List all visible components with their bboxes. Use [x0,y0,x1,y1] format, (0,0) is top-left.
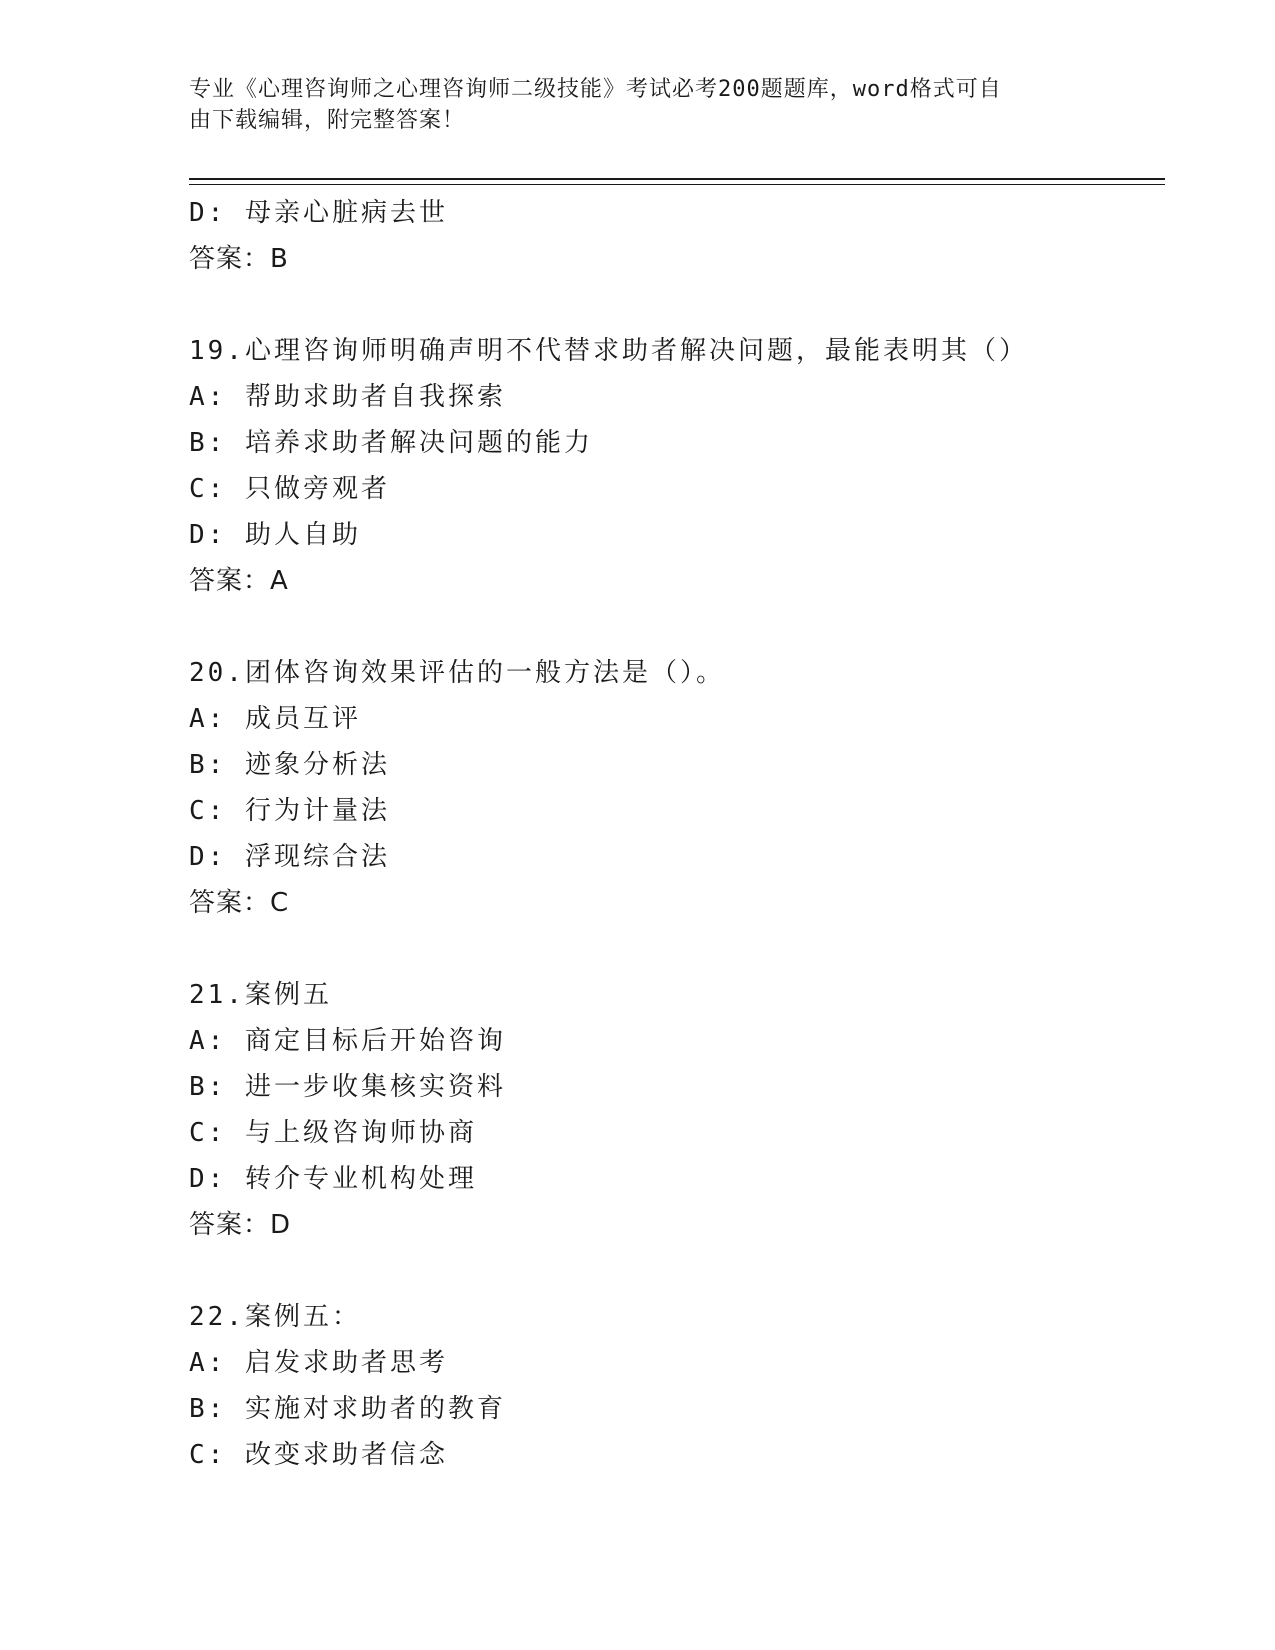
spacer [189,1248,1169,1294]
question-stem: 21.案例五 [189,980,332,1010]
document-header [189,74,1089,136]
header-line-2: 由下载编辑，附完整答案！ [189,108,466,133]
spacer [189,604,1169,650]
option-d: D: 转介专业机构处理 [189,1164,477,1194]
question-20 [189,650,1169,926]
header-line-1: 专业《心理咨询师之心理咨询师二级技能》考试必考200题题库，word格式可自 [189,77,1002,102]
spacer [189,926,1169,972]
option-a: A: 帮助求助者自我探索 [189,382,506,412]
option-d: D: 助人自助 [189,520,361,550]
spacer [189,282,1169,328]
prev-answer: 答案：B [189,244,289,274]
question-stem: 19.心理咨询师明确声明不代替求助者解决问题，最能表明其（） [189,336,1028,366]
answer: 答案：D [189,1210,292,1240]
answer: 答案：C [189,888,290,918]
prev-option-d: D: 母亲心脏病去世 [189,198,448,228]
option-a: A: 启发求助者思考 [189,1348,448,1378]
question-22 [189,1294,1169,1478]
option-d: D: 浮现综合法 [189,842,390,872]
option-c: C: 只做旁观者 [189,474,390,504]
question-list [189,190,1169,1478]
option-b: B: 迹象分析法 [189,750,390,780]
option-a: A: 商定目标后开始咨询 [189,1026,506,1056]
header-divider-thin [189,184,1165,185]
option-b: B: 培养求助者解决问题的能力 [189,428,593,458]
option-c: C: 与上级咨询师协商 [189,1118,477,1148]
option-a: A: 成员互评 [189,704,361,734]
question-21 [189,972,1169,1248]
question-stem: 22.案例五： [189,1302,361,1332]
option-b: B: 实施对求助者的教育 [189,1394,506,1424]
question-stem: 20.团体咨询效果评估的一般方法是（）。 [189,658,725,688]
option-c: C: 行为计量法 [189,796,390,826]
header-divider-thick [189,178,1165,180]
question-19 [189,328,1169,604]
option-b: B: 进一步收集核实资料 [189,1072,506,1102]
option-c: C: 改变求助者信念 [189,1440,448,1470]
answer: 答案：A [189,566,289,596]
